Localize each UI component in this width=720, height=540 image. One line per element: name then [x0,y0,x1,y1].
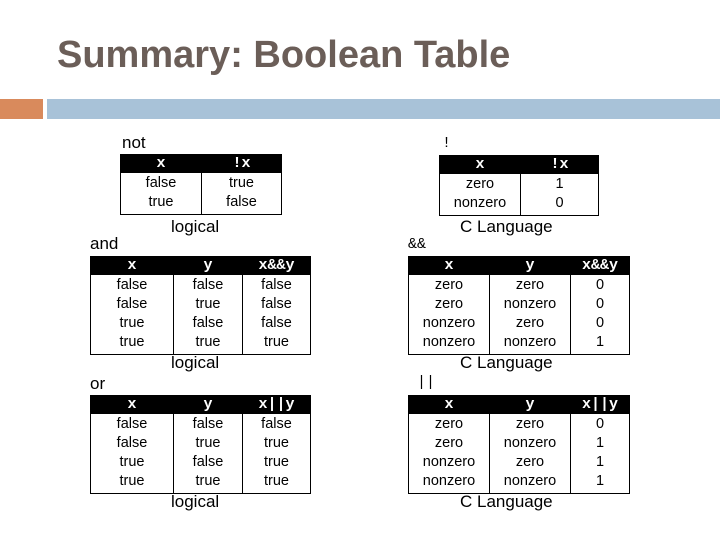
or-c-caption: C Language [460,492,553,511]
or-logical-table [90,395,311,494]
table-header: y [490,396,571,414]
table-header: x&&y [571,257,630,275]
table-cell: zero [490,414,571,435]
table-cell: nonzero [490,434,571,453]
or-c-operator-label: || [417,374,436,391]
table-cell: nonzero [409,453,490,472]
table-header: x||y [571,396,630,414]
table-cell: 1 [571,453,630,472]
not-logical-caption: logical [171,217,220,236]
or-logical-caption: logical [171,492,220,511]
table-cell: 0 [571,275,630,296]
table-cell: true [91,333,174,355]
table-cell: 0 [571,414,630,435]
table-cell: 1 [571,434,630,453]
table-cell: true [91,314,174,333]
table-cell: 1 [521,174,599,195]
table-header: x [91,396,174,414]
table-cell: 1 [571,333,630,355]
table-cell: false [174,314,243,333]
table-cell: 1 [571,472,630,494]
table-cell: nonzero [409,472,490,494]
table-cell: nonzero [409,333,490,355]
table-header: x [409,257,490,275]
or-c-table [408,395,630,494]
table-cell: zero [409,414,490,435]
and-logical-table [90,256,311,355]
table-header: x [440,156,521,174]
and-c-table [408,256,630,355]
table-header: y [174,396,243,414]
table-cell: true [91,472,174,494]
table-cell: false [243,314,311,333]
table-cell: nonzero [490,472,571,494]
table-cell: false [202,193,282,215]
table-cell: true [243,333,311,355]
table-cell: zero [409,434,490,453]
table-cell: true [174,333,243,355]
table-cell: zero [490,453,571,472]
table-cell: false [174,275,243,296]
and-logical-caption: logical [171,353,220,372]
table-cell: true [91,453,174,472]
table-cell: true [243,434,311,453]
and-operator-label: and [90,234,119,253]
table-cell: false [243,295,311,314]
table-cell: false [121,173,202,194]
table-cell: true [243,453,311,472]
not-c-table [439,155,599,216]
table-header: y [490,257,571,275]
table-cell: false [91,275,174,296]
table-cell: zero [490,314,571,333]
table-header: x&&y [243,257,311,275]
accent-bar-left [0,99,43,119]
table-cell: zero [490,275,571,296]
and-c-caption: C Language [460,353,553,372]
not-c-operator-label: ! [442,135,452,152]
accent-bar-right [47,99,720,119]
table-header: x||y [243,396,311,414]
table-cell: 0 [521,194,599,216]
table-cell: true [121,193,202,215]
table-cell: nonzero [409,314,490,333]
table-cell: zero [409,295,490,314]
table-cell: nonzero [440,194,521,216]
and-c-operator-label: && [408,236,427,253]
not-operator-label: not [122,133,146,152]
table-header: !x [202,155,282,173]
table-cell: nonzero [490,295,571,314]
table-cell: false [243,275,311,296]
table-cell: false [174,453,243,472]
table-cell: 0 [571,314,630,333]
table-header: x [121,155,202,173]
table-cell: nonzero [490,333,571,355]
or-operator-label: or [90,374,106,393]
not-c-caption: C Language [460,217,553,236]
not-logical-table [120,154,282,215]
table-cell: true [243,472,311,494]
table-header: !x [521,156,599,174]
table-cell: false [91,434,174,453]
table-header: x [91,257,174,275]
table-cell: true [174,434,243,453]
table-cell: 0 [571,295,630,314]
table-cell: zero [440,174,521,195]
table-header: y [174,257,243,275]
table-cell: zero [409,275,490,296]
table-cell: true [174,472,243,494]
table-header: x [409,396,490,414]
table-cell: true [202,173,282,194]
table-cell: false [91,295,174,314]
slide-title: Summary: Boolean Table [57,34,511,76]
table-cell: false [91,414,174,435]
table-cell: false [243,414,311,435]
table-cell: true [174,295,243,314]
table-cell: false [174,414,243,435]
